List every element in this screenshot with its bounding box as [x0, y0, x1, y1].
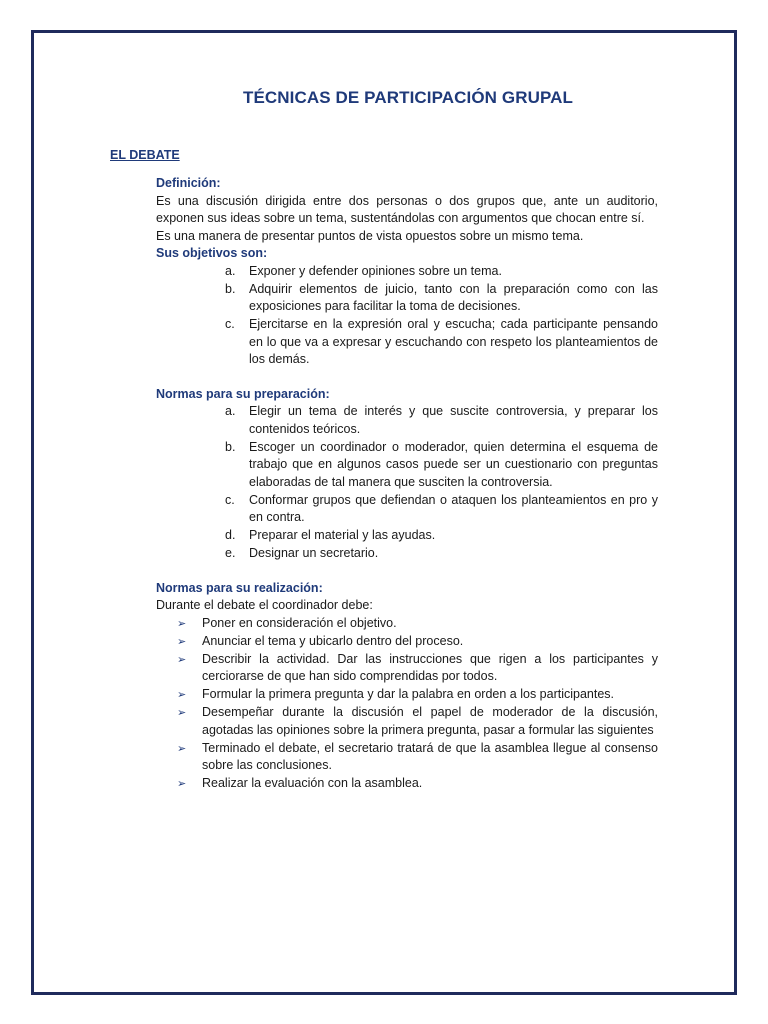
list-marker: b. [225, 439, 236, 454]
list-item-text: Terminado el debate, el secretario tratará de que la asamblea llegue al consenso sobre las conclusiones. [202, 740, 658, 772]
definition-paragraph-1: Es una discusión dirigida entre dos personas o dos grupos que, ante un auditorio, exponen sus ideas sobre un tema, sustentándolas con argumentos que chocan entre sí. [156, 193, 658, 225]
preparation-heading: Normas para su preparación: [156, 386, 330, 401]
list-marker: a. [225, 263, 236, 278]
list-item [225, 263, 658, 281]
list-item-text: Elegir un tema de interés y que suscite controversia, y preparar los contenidos teóricos. [249, 404, 658, 436]
list-marker: c. [225, 492, 235, 507]
realization-intro: Durante el debate el coordinador debe: [156, 598, 373, 612]
list-item [225, 439, 658, 492]
list-item-text: Realizar la evaluación con la asamblea. [202, 776, 423, 790]
list-item [225, 281, 658, 316]
arrow-bullet-icon: ➢ [177, 634, 187, 648]
definition-paragraph-2: Es una manera de presentar puntos de vista opuestos sobre un mismo tema. [156, 228, 584, 243]
list-item-text: Anunciar el tema y ubicarlo dentro del proceso. [202, 633, 464, 648]
list-item [177, 686, 658, 704]
realization-heading: Normas para su realización: [156, 580, 323, 595]
arrow-bullet-icon: ➢ [177, 777, 187, 790]
list-item [177, 775, 658, 793]
list-item [177, 704, 658, 739]
list-item [177, 651, 658, 686]
list-item-text: Ejercitarse en la expresión oral y escucha; cada participante pensando en lo que va a expresar y escuchando con respeto los planteamientos de los demás. [249, 317, 658, 366]
list-marker: c. [225, 317, 235, 331]
list-item-text: Exponer y defender opiniones sobre un tema. [249, 263, 502, 278]
preparation-list [156, 403, 658, 563]
list-item-text: Adquirir elementos de juicio, tanto con la preparación como con las exposiciones para facilitar la toma de decisiones. [249, 281, 658, 313]
list-item-text: Desempeñar durante la discusión el papel de moderador de la discusión, agotadas las opiniones sobre la primera pregunta, pasar a formular las siguientes [202, 705, 658, 737]
arrow-bullet-icon: ➢ [177, 741, 187, 755]
list-item-text: Preparar el material y las ayudas. [249, 528, 436, 542]
list-item [225, 492, 658, 527]
list-marker: e. [225, 546, 236, 560]
list-item [177, 740, 658, 775]
list-item-text: Describir la actividad. Dar las instrucciones que rigen a los participantes y cerciorarse de que han sido comprendidas por todos. [202, 651, 658, 683]
list-item-text: Designar un secretario. [249, 546, 379, 560]
arrow-bullet-icon: ➢ [177, 652, 187, 666]
arrow-bullet-icon: ➢ [177, 688, 187, 701]
objectives-heading: Sus objetivos son: [156, 246, 268, 260]
document-body [156, 175, 658, 793]
list-marker: d. [225, 528, 236, 542]
list-item [225, 316, 658, 369]
list-item [177, 633, 658, 651]
realization-list [156, 615, 658, 793]
list-item-text: Escoger un coordinador o moderador, quien determina el esquema de trabajo que en algunos casos puede ser un cuestionario con preguntas elaboradas de tal manera que susciten la controversia. [249, 439, 658, 489]
list-marker: b. [225, 281, 236, 296]
definition-heading: Definición: [156, 176, 221, 190]
section-title: EL DEBATE [110, 148, 180, 162]
list-marker: a. [225, 404, 236, 418]
arrow-bullet-icon: ➢ [177, 616, 187, 630]
objectives-list [156, 263, 658, 369]
list-item-text: Conformar grupos que defiendan o ataquen los planteamientos en pro y en contra. [249, 492, 658, 524]
list-item-text: Poner en consideración el objetivo. [202, 615, 397, 630]
document-title: TÉCNICAS DE PARTICIPACIÓN GRUPAL [243, 88, 573, 107]
list-item [225, 545, 658, 563]
list-item [225, 403, 658, 438]
list-item [177, 615, 658, 633]
list-item [225, 527, 658, 545]
arrow-bullet-icon: ➢ [177, 706, 187, 719]
list-item-text: Formular la primera pregunta y dar la palabra en orden a los participantes. [202, 687, 615, 701]
